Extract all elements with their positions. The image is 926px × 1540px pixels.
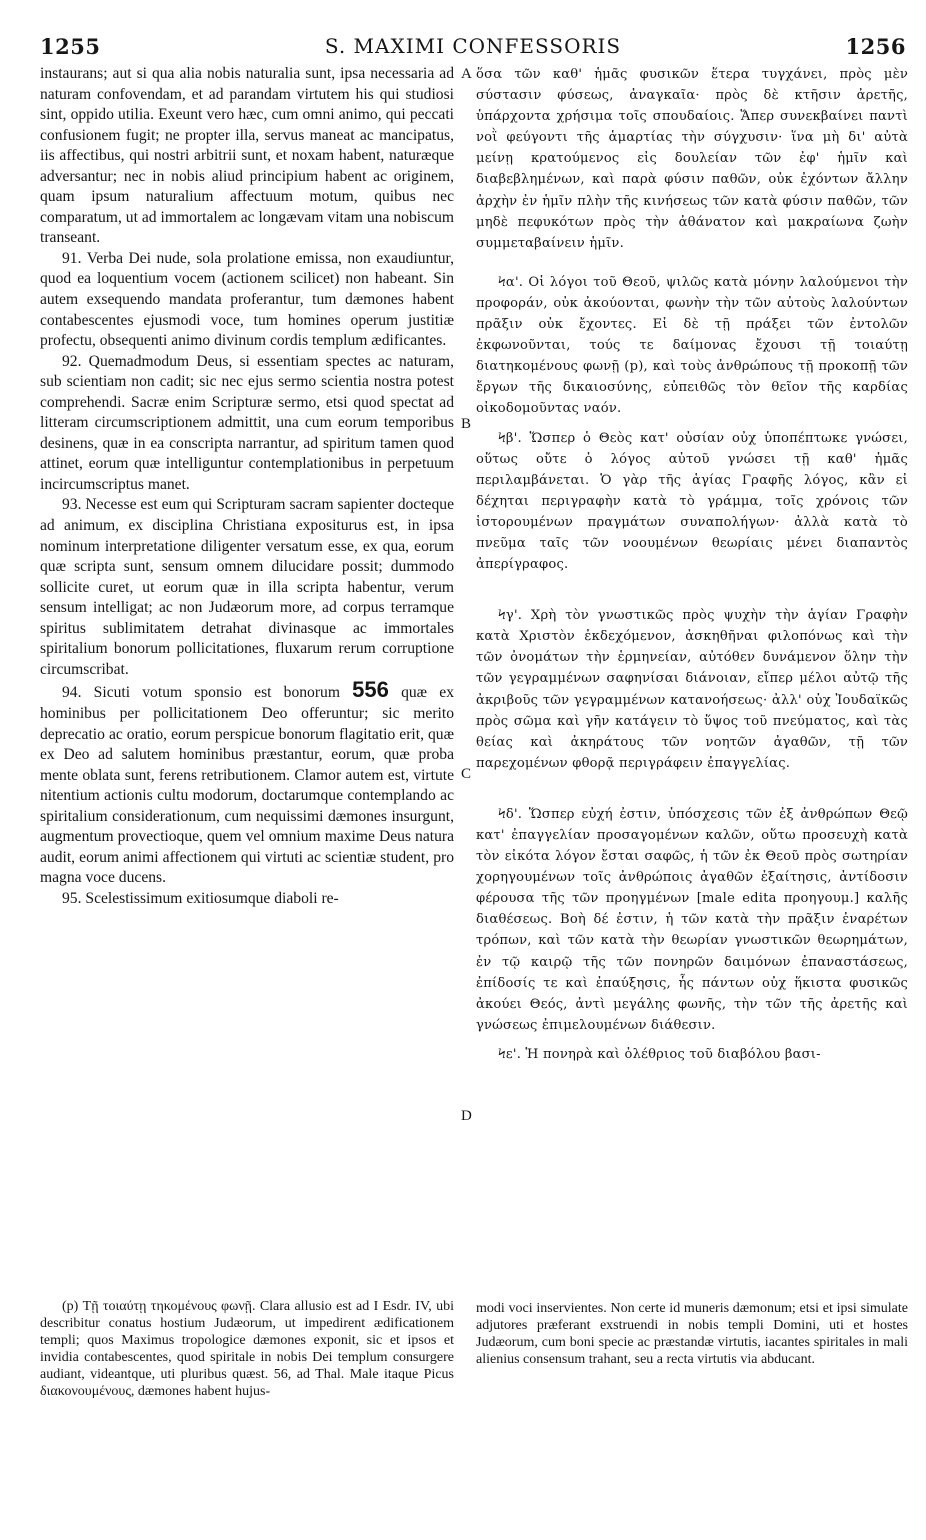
margin-marker-c: C (461, 766, 472, 782)
latin-paragraph-94-start: 94. Sicuti votum sponsio est bonorum (62, 684, 353, 702)
latin-paragraph-95: 95. Scelestissimum exitiosumque diaboli re- (62, 889, 339, 907)
footnote-right (476, 1300, 908, 1368)
latin-paragraph-93: 93. Necesse est eum qui Scripturam sacram sapienter docteque ad animum, ex disciplina Christiana expositurus est, in ipsa nominum interpretatione diligenter versatum esse, ex qua, eorum quæ scripta sunt, sensum omnem dilucidare possit; dummodo sollicite curet, ut eorum quæ in illa scripta habentur, verum sensum intelligat; ac non Judæorum more, ad corpus terramque spiritus sublimitatem detrahat divinasque ac immortales spiritalium bonorum pollicitationes, fluxarum rerum corruptione circumscribat. (40, 496, 454, 678)
footnote-left (40, 1298, 454, 1400)
footnote-p-left: (p) Τῇ τοιαύτῃ τηκομένους φωνῇ. Clara allusio est ad I Esdr. IV, ubi describitur conatus hostium Judæorum, ut impedirent ædificationem templi; quos Maximus tropologice dæmones exponit, sic et ipsos et invidia contabescentes, quod spiritale in nobis Dei templum consurgere audiant, videantque, uti pluribus quæst. 56, ad Thal. Male itaque Picus διακονουμένους, dæmones habent hujus- (40, 1299, 454, 1399)
column-number: 556 (352, 677, 389, 703)
latin-paragraph-94 (40, 677, 454, 888)
greek-column (476, 64, 908, 1065)
running-title: S. MAXIMI CONFESSORIS (324, 34, 622, 58)
margin-marker-b: B (461, 416, 472, 432)
margin-marker-a: A (461, 66, 472, 82)
greek-paragraph-94: Ϟδ'. Ὥσπερ εὐχή ἐστιν, ὑπόσχεσις τῶν ἐξ ἀνθρώπων Θεῷ κατ' ἐπαγγελίαν προσαγομένων καλῶν, οὕτω προσευχὴ κατὰ τὸν εἰκότα λόγον ἔσται σαφῶς, ἡ τῶν ἐκ Θεοῦ πρὸς σωτηρίαν χορηγουμένων τοῖς ἀνθρώποις ἀγαθῶν ἐξαίτησις, ἀντίδοσιν φέρουσα τῆς τῶν προηγμένων [male edita προηγουμ.] καλῆς διαθέσεως. Βοὴ δέ ἐστιν, ἡ τῶν κατὰ τὴν πρᾶξιν ἐναρέτων τρόπων, καὶ τῶν κατὰ τὴν θεωρίαν γνωστικῶν θεωρημάτων, ἐν τῷ καιρῷ τῆς τῶν πονηρῶν δαιμόνων ἐπαναστάσεως, ἐπίδοσίς τε καὶ ἐπαύξησις, ἧς πάντων οὐχ ἥκιστα φυσικῶς ἀκούει Θεός, ἀντὶ μεγάλης φωνῆς, τὴν τῶν τῆς ἀρετῆς καὶ γνώσεως ἐπιμελουμένων διάθεσιν. (476, 806, 908, 1033)
margin-marker-d: D (461, 1108, 472, 1124)
latin-paragraph-94-rest: quæ ex hominibus per pollicitationem Deo offeruntur; sic merito deprecatio ac oratio, eorum perspicue bonorum flagitatio erit, quæ ex Deo ad salutem hominibus præstantur, eorum, quæ proba mente oblata sunt, ferens retributionem. Clamor autem est, virtute nitentium actionis cultu modorum, doctarumque contemplando ac spiritalium considerationum, cum nequissimi dæmones insurgunt, augmentum provectioque, quem vel omnium maxime Deus natura audit, eorum animi affectionem qui virtuti ac scientiæ student, pro magna voce ducens. (40, 684, 454, 887)
latin-paragraph-92: 92. Quemadmodum Deus, si essentiam spectes ac naturam, sub scientiam non cadit; sic nec ejus sermo scientia nostra potest comprehendi. Sacræ enim Scripturæ sermo, etsi quod spectat ad litteram circumscriptionem admittit, una cum eorum temporibus desinens, quæ in ea conscripta narrantur, ad spiritum tamen quod attinet, eorum quæ intelliguntur contemplationibus in perpetuum incircumscriptus manet. (40, 352, 454, 493)
greek-paragraph-95: Ϟε'. Ἡ πονηρὰ καὶ ὀλέθριος τοῦ διαβόλου βασι- (498, 1046, 821, 1062)
page-header (40, 34, 906, 60)
latin-paragraph-91: 91. Verba Dei nude, sola prolatione emissa, non exaudiuntur, quod ea loquentium vocem (actionem scilicet) non habeant. Sin autem exsequendo mandata proferantur, tum dæmones habent contabescentes ejusmodi voce, tum homines operum justitiæ profectu, obsequenti animo divinum cordis templum ædificantes. (40, 249, 454, 350)
footnote-p-right: modi voci inservientes. Non certe id muneris dæmonum; etsi et ipsi simulate adjutores præferant exstruendi in nobis templi Domini, uti et hostes Judæorum, cum boni specie ac præstandæ virtutis, iacantes spiritales in mali alienius consensum trahant, seu a recta virtutis via abducant. (476, 1301, 908, 1367)
greek-paragraph-continued: ὅσα τῶν καθ' ἡμᾶς φυσικῶν ἕτερα τυγχάνει, πρὸς μὲν σύστασιν φύσεως, ἀναγκαῖα· πρὸς δὲ κτῆσιν ἀρετῆς, ὑπάρχοντα χρήσιμα τοῖς σπουδαίοις. Ἅπερ συνεκβαίνει παντὶ νοῒ φεύγοντι τῆς ἁμαρτίας τὴν σύγχυσιν· ἵνα μὴ δι' αὐτὰ μείνῃ κρατούμενος εἰς δουλείαν τῶν ἐφ' ἡμῖν καὶ διαβεβλημένων, καὶ παρὰ φύσιν παθῶν, οὐκ ἐχόντων ἄλλην ἀρχὴν ἐν ἡμῖν πλὴν τῆς κινήσεως τῶν κατὰ φύσιν παθῶν, τῶν μηδὲ πεφυκότων πρὸς τὴν ἀθάνατον καὶ μακραίωνα ζωὴν συμμεταβαίνειν ἡμῖν. (476, 67, 908, 251)
greek-paragraph-93: Ϟγ'. Χρὴ τὸν γνωστικῶς πρὸς ψυχὴν τὴν ἁγίαν Γραφὴν κατὰ Χριστὸν ἐκδεχόμενον, ἀσκηθῆναι φιλοπόνως καὶ τὴν τῶν ὀνομάτων τὴν ἑρμηνείαν, αὐτόθεν δυνάμενον ὅλην τὴν τῶν γεγραμμένων σαφηνίσαι διάνοιαν, εἴπερ μέλοι αὐτῷ τῆς ἀκριβοῦς τῶν γεγραμμένων κατανοήσεως· ἀλλ' οὐχ Ἰουδαϊκῶς πρὸς σῶμα καὶ γῆν κατάγειν τὸ ὕψος τοῦ πνεύματος, καὶ τὰς θείας καὶ ἀκηράτους τῶν νοητῶν ἀγαθῶν, τῇ τῶν παρεχομένων φθορᾷ περιγράφειν ἐπαγγελίας. (476, 608, 908, 771)
greek-paragraph-91: Ϟα'. Οἱ λόγοι τοῦ Θεοῦ, ψιλῶς κατὰ μόνην λαλούμενοι τὴν προφοράν, οὐκ ἀκούονται, φωνὴν τὴν τῶν αὐτοὺς λαλούντων πρᾶξιν οὐκ ἔχοντες. Εἰ δὲ τῇ πράξει τῶν ἐντολῶν ἐκφωνοῦνται, τούς τε δαίμονας ἔχουσι τῇ τοιαύτῃ διατηκομένους φωνῇ (p), καὶ τοὺς ἀνθρώπους τῇ προκοπῇ τῶν ἔργων τῆς δικαιοσύνης, εὐπειθῶς τὸν θεῖον τῆς καρδίας οἰκοδομοῦντας ναόν. (476, 274, 908, 417)
greek-paragraph-92: Ϟβ'. Ὥσπερ ὁ Θεὸς κατ' οὐσίαν οὐχ ὑποπέπτωκε γνώσει, οὕτως οὔτε ὁ λόγος αὐτοῦ γνώσει τῇ καθ' ἡμᾶς περιλαμβάνεται. Ὁ γὰρ τῆς ἁγίας Γραφῆς λόγος, κἂν εἰ δέχηται περιγραφὴν κατὰ τὸ γράμμα, τοῖς χρόνοις τῶν ἱστορουμένων πραγμάτων συναπολήγων· ἀλλὰ κατὰ τὸ πνεῦμα ταῖς τῶν νοουμένων θεωρίαις μένει διαπαντὸς ἀπερίγραφος. (476, 430, 908, 573)
latin-column (40, 64, 454, 909)
latin-paragraph-continued: instaurans; aut si qua alia nobis naturalia sunt, ipsa necessaria ad naturam confovendam, et ad parandam virtutem his qui studiosi sint, oppido utilia. Exeunt vero hæc, cum omni animo, qui peccati confusionem fugit; ne propter illa, servus maneat ac mancipatus, iis affectibus, qui nostri arbitrii sunt, et noxam habent, naturæque adversantur; nec in nobis aliud principium habent ac originem, quam ipsum naturalium affectuum motum, quibus nec comparatum, ut ad immortalem ac longævam vitam una nobiscum transeant. (40, 65, 454, 247)
page-number-left: 1255 (40, 34, 101, 59)
page-number-right: 1256 (845, 34, 906, 59)
